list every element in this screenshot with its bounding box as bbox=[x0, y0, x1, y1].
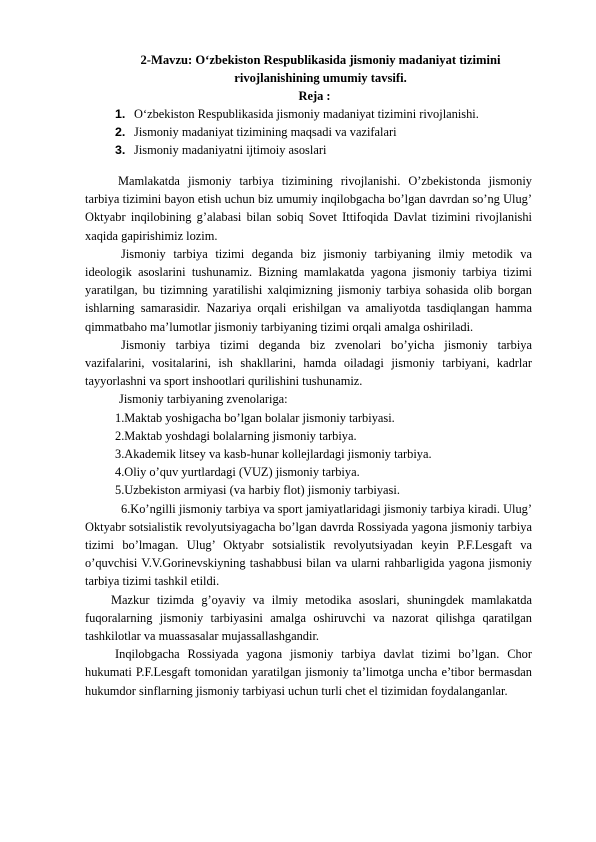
paragraph-2: Jismoniy tarbiya tizimi deganda biz jismoniy tarbiyaning ilmiy metodik va ideologik asoslarini tushunamiz. Bizning mamlakatda yagona jismoniy tarbiya tizimi yaratilgan, bu tizimning yaratilishi xalqimizning jismoniy tarbiya sohasida olib borgan ishlarning samarasidir. Nazariya orqali erishilgan va amaliyotda tasdiqlangan hamma qimmatbaho ma’lumotlar jismoniy tarbiyaning tizimi orqali amalga oshiriladi. bbox=[85, 246, 532, 334]
plan-item bbox=[115, 141, 532, 159]
link-item: 2.Maktab yoshdagi bolalarning jismoniy tarbiya. bbox=[115, 428, 357, 443]
link-item: 1.Maktab yoshigacha bo’lgan bolalar jismoniy tarbiyasi. bbox=[115, 410, 395, 425]
link-item: 3.Akademik litsey va kasb-hunar kollejlardagi jismoniy tarbiya. bbox=[115, 447, 432, 462]
paragraph-6: Inqilobgacha Rossiyada yagona jismoniy tarbiya davlat tizimi bo’lgan. Chor hukumati P.F.Lesgaft tomonidan yaratilgan jismoniy ta’limotga uncha e’tibor bermasdan hukumdor sinflarning jismoniy tarbiyasi uchun turli chet el tizimidan foydalanganlar. bbox=[85, 647, 532, 698]
document-page bbox=[85, 52, 532, 700]
plan-heading: Reja : bbox=[298, 89, 331, 103]
paragraph-5: Mazkur tizimda g’oyaviy va ilmiy metodika asoslari, shuningdek mamlakatda fuqoralarning jismoniy tarbiyasini amalga oshiruvchi va nazorat qilishga qaratilgan tashkilotlar va muassasalar mujassallashgandir. bbox=[85, 592, 532, 644]
plan-item-number: 1. bbox=[115, 107, 126, 121]
link-item: 4.Oliy o’quv yurtlardagi (VUZ) jismoniy tarbiya. bbox=[115, 465, 360, 480]
plan-list bbox=[85, 105, 532, 159]
plan-item-number: 3. bbox=[115, 143, 126, 157]
title-line-1: 2-Mavzu: O‘zbekiston Respublikasida jismoniy madaniyat tizimini bbox=[140, 53, 501, 67]
paragraph-3: Jismoniy tarbiya tizimi deganda biz zvenolari bo’yicha jismoniy tarbiya vazifalarini, vositalarini, ish shakllarini, hamda oiladagi jismoniy tarbiyani, kadrlar tayyorlashni va sport inshootlari qurilishini tushunamiz. bbox=[85, 337, 532, 389]
plan-item-text: Jismoniy madaniyatni ijtimoiy asoslari bbox=[134, 143, 327, 157]
link-item: 5.Uzbekiston armiyasi (va harbiy flot) jismoniy tarbiyasi. bbox=[115, 483, 400, 498]
document-title bbox=[109, 52, 532, 87]
plan-item bbox=[115, 123, 532, 141]
links-heading: Jismoniy tarbiyaning zvenolariga: bbox=[119, 392, 288, 407]
plan-item-number: 2. bbox=[115, 125, 126, 139]
plan-item-text: Jismoniy madaniyat tizimining maqsadi va vazifalari bbox=[134, 125, 397, 139]
plan-item-text: O‘zbekiston Respublikasida jismoniy madaniyat tizimini rivojlanishi. bbox=[134, 107, 479, 121]
paragraph-4: 6.Ko’ngilli jismoniy tarbiya va sport jamiyatlaridagi jismoniy tarbiya kiradi. Ulug’ Oktyabr sotsialistik revolyutsiyagacha bo’lgan davrda Rossiyada yagona jismoniy tarbiya tizimi bo’lmagan. Ulug’ Oktyabr sotsialistik revolyutsiyadan keyin P.F.Lesgaft va o’quvchisi V.V.Gorinevskiyning tashabbusi bilan va ularni rahbarligida yagona jismoniy tarbiya tizimi tashkil etildi. bbox=[85, 501, 532, 589]
title-line-2: rivojlanishining umumiy tavsifi. bbox=[234, 70, 407, 85]
paragraph-1: Mamlakatda jismoniy tarbiya tizimining rivojlanishi. O’zbekistonda jismoniy tarbiya tizimini bayon etish uchun biz umumiy inqilobgacha bo’lgan davrdan so’ng Ulug’ Oktyabr inqilobining g’alabasi bilan sobiq Sovet Ittifoqida Davlat tizimini rivojlanishi xaqida gapirishimiz lozim. bbox=[85, 174, 532, 243]
plan-item bbox=[115, 105, 532, 123]
